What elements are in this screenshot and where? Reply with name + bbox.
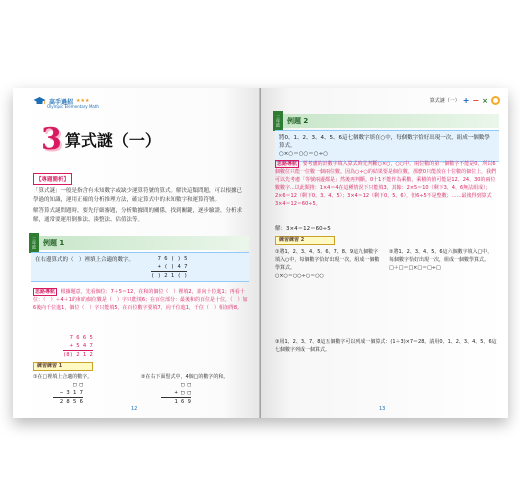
right-header xyxy=(430,96,500,105)
p1q2-line2: + □ □ xyxy=(174,390,191,396)
series-subtitle: Olympic Elementary Math xyxy=(47,104,99,109)
magnifier-icon xyxy=(491,96,500,105)
solution-1-calc xyxy=(63,334,93,359)
example-1-calc xyxy=(151,255,187,280)
example-1-text: 在右邊算式的（ ）裡填上合適的數字。 xyxy=(35,257,135,263)
practice-2-q2-text: ②將1、2、3、4、5、6這六個數字填入□中，每個數字恰好出現一次，組成一個數學算式。 xyxy=(389,249,493,263)
solution-2 xyxy=(275,160,499,208)
difficulty-stars: ★★★ xyxy=(76,98,90,104)
topic-analysis-tag: 【專題簡析】 xyxy=(33,173,72,185)
example-1-bar xyxy=(31,236,249,250)
solution-2-answer: 解：3×4＝12＝60÷5 xyxy=(275,226,331,232)
practice-1-q2 xyxy=(141,373,228,406)
practice-1-q2-text: ②在右下面豎式中，4個□的數字的和。 xyxy=(141,374,229,380)
right-header-title: 算式謎（一） xyxy=(429,98,460,104)
solution-1 xyxy=(33,288,249,312)
right-page xyxy=(261,88,508,418)
solution-calc-1: 7 6 6 5 xyxy=(69,335,93,341)
example-1-label: 例題 1 xyxy=(43,239,65,247)
minus-icon: − xyxy=(472,96,480,105)
calc-line-3: ( ) 2 1 ( ) xyxy=(151,273,188,279)
practice-2-q2-formula: □＋□＝□×□＝□÷□ xyxy=(389,265,441,271)
open-book xyxy=(13,88,508,418)
example-2-bar xyxy=(275,114,499,128)
p1q1-line2: − 3 1 7 xyxy=(59,390,83,396)
practice-1-q1-text: ①在□裡填上合適的數字。 xyxy=(33,374,93,380)
chapter-title: 算式謎（一） xyxy=(64,131,161,150)
example-2-label: 例題 2 xyxy=(287,117,309,125)
practice-2-q3: ③用1、2、3、7、8這五個數字可以列成一個算式：(1＋3)×7＝28。請用0、1、2、3、4、5、6這七個數字列成一個算式。 xyxy=(275,339,497,353)
grade-badge-2: 三年級 xyxy=(273,111,283,131)
topic-analysis-p2: 解答算式謎問題時，要先仔細審題，分析數據間的關係，找到關鍵，逐步驗證，分析求解，通常要運用倒推法、湊整法、估值法等。 xyxy=(33,208,243,223)
page-number-right: 13 xyxy=(379,406,386,412)
solution-text: 根據題意，先看個位：7＋5＝12，在和的個位（ ）裡填2，並向十位進1；再看十位：（ ）＋4＋1的和的個位數是（ ）字只能填6；在百位部分：最後和的百位是十位，（ ）加6後向千位進1，個位（ ）字只能填5，在百位數字要填7，向千位進1，千位（ ）相加得8。 xyxy=(33,289,248,311)
calc-line-1: 7 6 ( ) 5 xyxy=(157,256,188,262)
solution-calc-3: (8) 2 1 2 xyxy=(63,352,93,358)
chapter-number: 3 xyxy=(41,122,62,157)
graduation-cap-icon xyxy=(33,96,46,106)
practice-2-q2 xyxy=(389,248,497,272)
topic-analysis xyxy=(33,166,247,225)
calc-line-2: + ( ) 4 7 xyxy=(157,264,188,270)
practice-2-q1-formula: ○×○＝○○÷○＝○○ xyxy=(275,273,324,279)
practice-1-q1-calc xyxy=(53,381,83,406)
p1q1-line1: □ □ xyxy=(73,382,83,388)
example-2-question xyxy=(275,130,499,162)
page-number-left: 12 xyxy=(131,406,138,412)
chapter-heading xyxy=(41,122,161,157)
practice-2-q1-text: ①將1、2、3、4、5、6、7、8、9這九個數字填入○中，每個數字恰好出現一次，組成一個數學算式。 xyxy=(275,249,380,271)
topic-analysis-p1: 「算式謎」一般是指含有未知數字或缺少運算符號的算式。解決這類問題，可以根據已學過的知識，運用正確的分析推理方法，確定算式中的未知數字和運算符號。 xyxy=(33,188,243,203)
practice-2-q1 xyxy=(275,248,380,280)
practice-2-label: 練習練習 2 xyxy=(275,236,335,245)
example-1-question xyxy=(31,252,249,282)
left-page xyxy=(13,88,260,418)
example-2-formula: ○×○＝○○＝○÷○ xyxy=(279,151,329,157)
p1q1-line3: 2 8 5 6 xyxy=(53,397,83,406)
grade-badge: 三年級 xyxy=(29,233,39,253)
practice-1-label: 練習練習 1 xyxy=(33,362,93,371)
solution-calc-2: + 5 4 7 xyxy=(69,343,93,349)
times-icon: × xyxy=(482,96,488,105)
practice-1-q1 xyxy=(33,373,92,406)
p1q2-line3: 1 6 9 xyxy=(161,397,191,406)
solution-2-tag: 思路導航 xyxy=(277,161,298,167)
series-title: 高手過招 xyxy=(49,98,74,106)
solution-2-text: 要考慮的計數字填入算式時先判斷○×○，○○中，兩位數的第一個數字不能是0，所以6個數位只能一位數一個兩位數。因為○÷○的結果要是個位數，那麼0只能放在十位數的個位上，我們可以先考慮「等號兩邊都是」然後再判斷。0十1不能作為乘數，乘積的值可能是12、24、30的兩位數數字...以此類推：1×4＝4在這種情況下只能填3，其餘：2×5＝10（剩下3、4、6無法組成）；2×6＝12（剩下0、3、4、5）；3×4＝12（剩下0、5、6），但6÷5不是整數；……最後得到算式3×4＝12＝60÷5。 xyxy=(275,161,497,207)
solution-tag: 思路導航 xyxy=(35,289,56,295)
example-2-text: 將0、1、2、3、4、5、6這七個數字填在○中，每個數字恰好出現一次，組成一個數學算式。 xyxy=(279,135,490,149)
plus-icon: + xyxy=(462,96,470,105)
practice-1-q2-calc xyxy=(161,381,191,406)
p1q2-line1: □ □ xyxy=(181,382,191,388)
